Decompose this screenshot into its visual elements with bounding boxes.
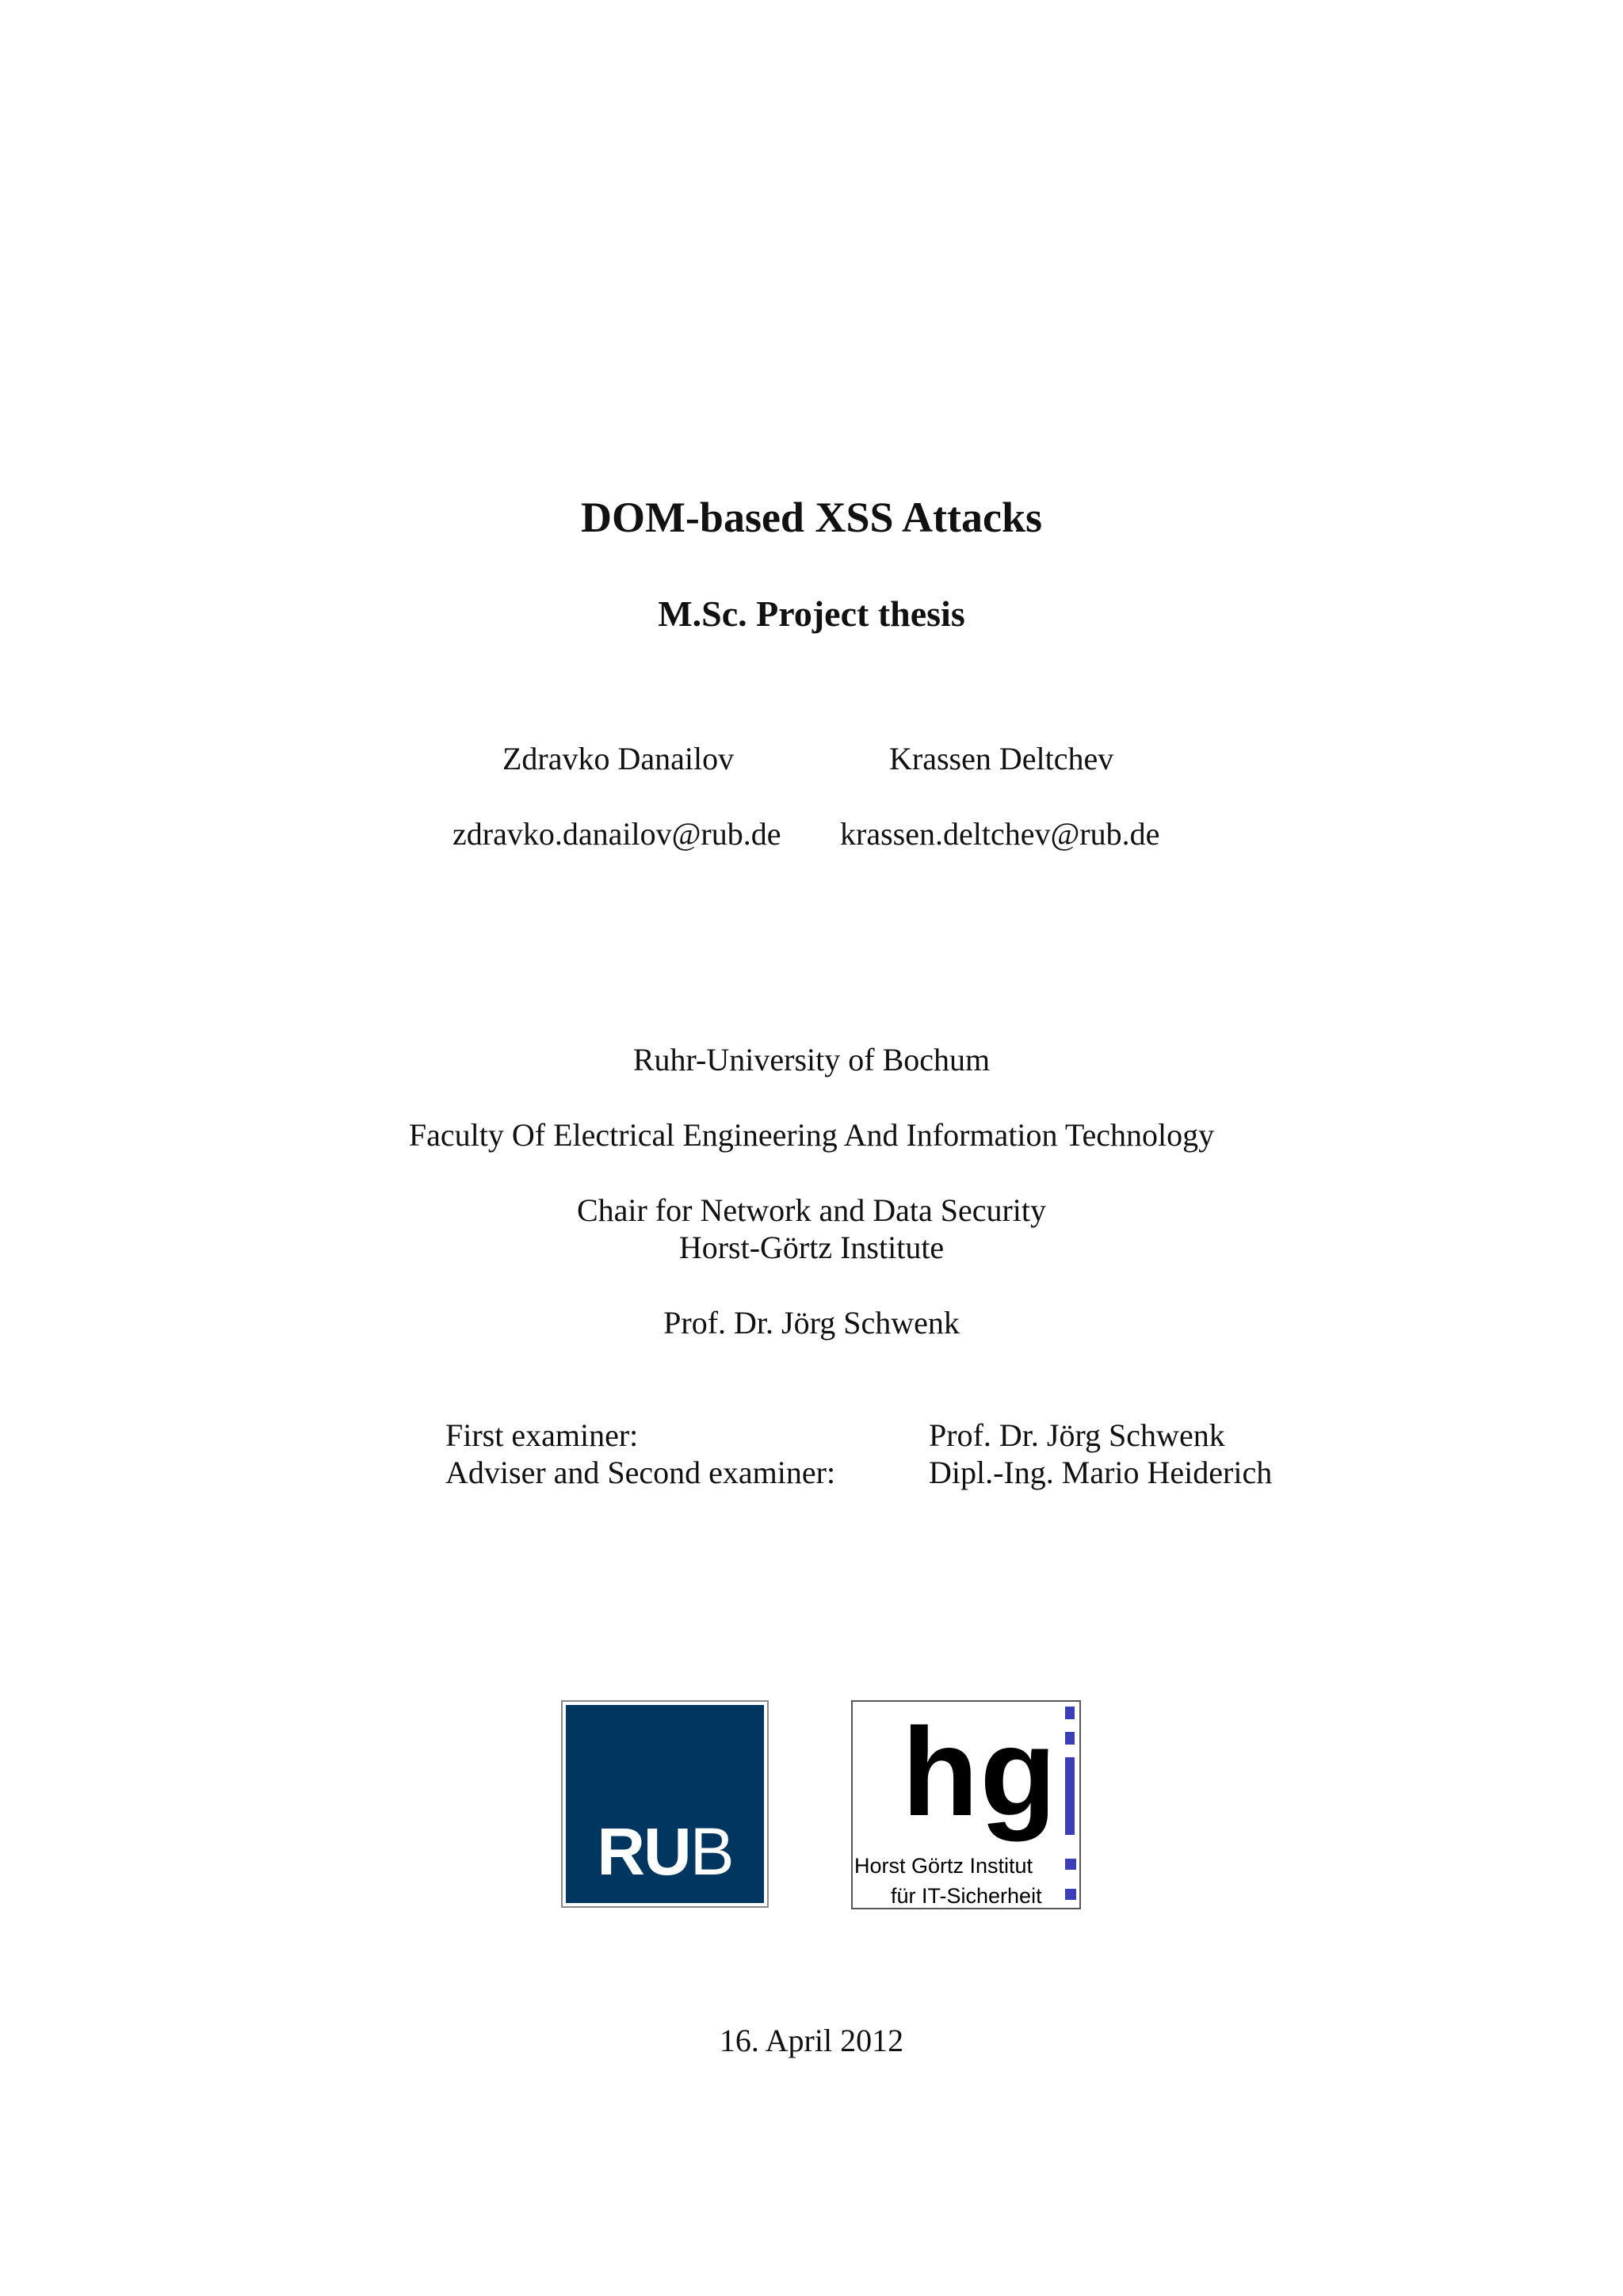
rub-logo-background	[566, 1705, 764, 1903]
first-examiner-label: First examiner:	[445, 1417, 639, 1453]
hgi-logo-line2: für IT-Sicherheit	[891, 1884, 1042, 1908]
hgi-logo-mark: hg	[902, 1703, 1059, 1842]
first-examiner-name: Prof. Dr. Jörg Schwenk	[929, 1417, 1225, 1453]
hgi-logo-i-dot	[1065, 1707, 1075, 1719]
document-subtitle: M.Sc. Project thesis	[658, 593, 965, 634]
author-email: krassen.deltchev@rub.de	[840, 816, 1160, 852]
professor-name: Prof. Dr. Jörg Schwenk	[663, 1305, 960, 1341]
faculty-name: Faculty Of Electrical Engineering And Information Technology	[408, 1117, 1215, 1153]
author-name: Krassen Deltchev	[889, 741, 1114, 776]
document-title: DOM-based XSS Attacks	[580, 494, 1043, 541]
rub-logo-b: B	[689, 1814, 733, 1889]
author-email: zdravko.danailov@rub.de	[453, 816, 781, 852]
hgi-logo-square	[1065, 1859, 1076, 1870]
hgi-logo-square	[1065, 1889, 1076, 1900]
rub-logo-ru: RU	[597, 1814, 690, 1889]
hgi-logo-line1: Horst Görtz Institut	[854, 1854, 1033, 1878]
university-name: Ruhr-University of Bochum	[632, 1042, 991, 1077]
hgi-logo-i-stem	[1065, 1757, 1075, 1835]
author-name: Zdravko Danailov	[502, 741, 735, 776]
rub-logo	[561, 1700, 769, 1908]
hgi-logo	[851, 1700, 1081, 1909]
chair-name: Chair for Network and Data Security	[576, 1192, 1047, 1228]
second-examiner-label: Adviser and Second examiner:	[445, 1455, 836, 1490]
hgi-logo-i-dot	[1065, 1732, 1075, 1745]
rub-logo-text	[566, 1814, 764, 1890]
second-examiner-name: Dipl.-Ing. Mario Heiderich	[929, 1455, 1273, 1490]
institute-name: Horst-Görtz Institute	[678, 1230, 945, 1265]
document-date: 16. April 2012	[719, 2023, 904, 2058]
